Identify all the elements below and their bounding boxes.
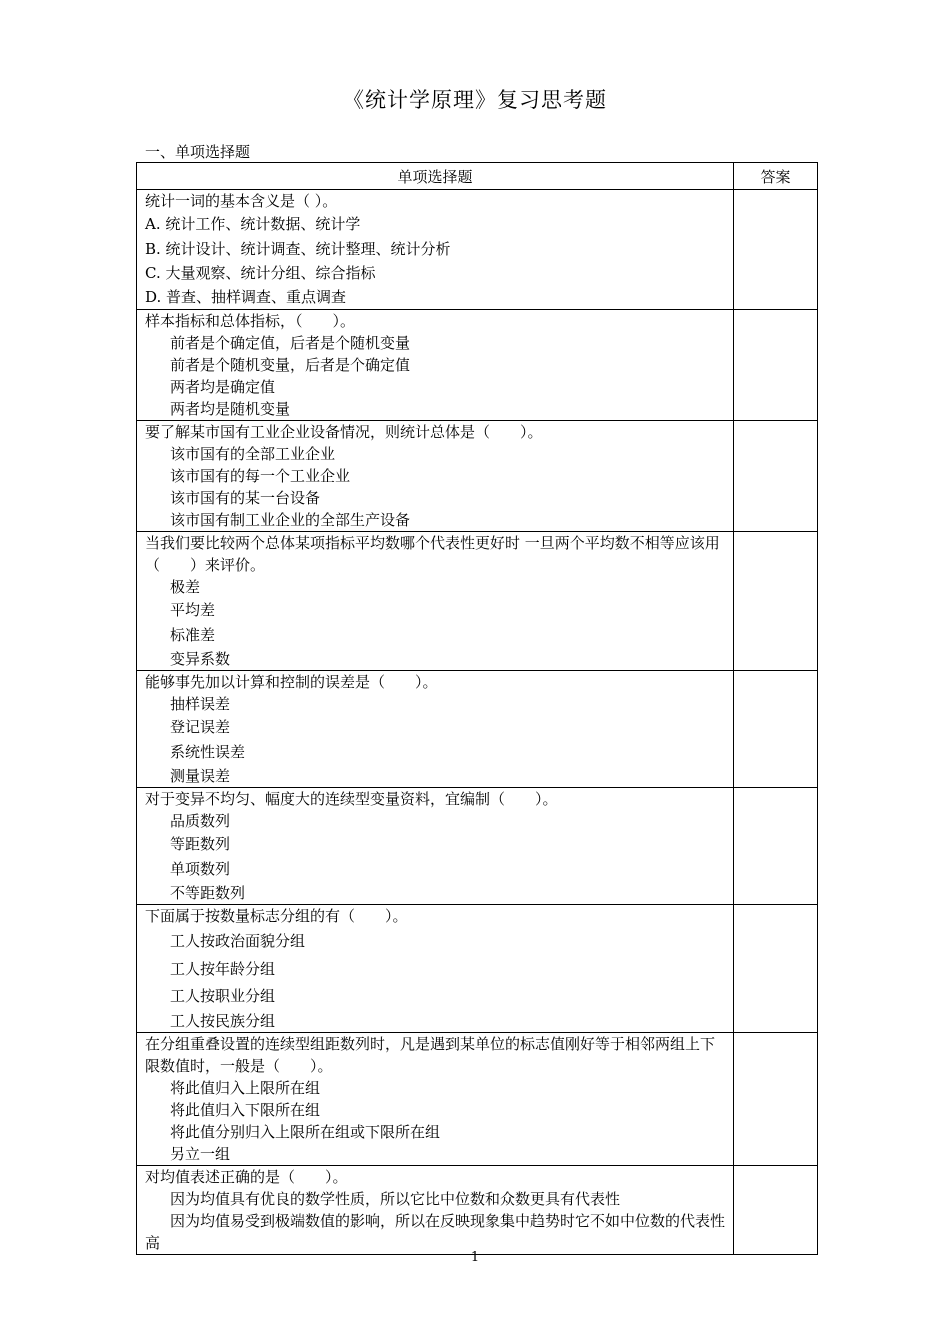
answer-cell[interactable] — [734, 670, 818, 787]
header-question: 单项选择题 — [137, 163, 734, 190]
option: 极差 — [170, 577, 201, 596]
option: 因为均值具有优良的数学性质，所以它比中位数和众数更具有代表性 — [170, 1189, 621, 1208]
option: 平均差 — [170, 600, 216, 619]
option: 工人按民族分组 — [170, 1011, 276, 1030]
question-cell — [137, 309, 734, 420]
answer-cell[interactable] — [734, 1032, 818, 1165]
question-cell — [137, 1165, 734, 1254]
option: 变异系数 — [170, 649, 231, 668]
option: 工人按政治面貌分组 — [170, 931, 306, 950]
answer-cell[interactable] — [734, 420, 818, 531]
option: 该市国有制工业企业的全部生产设备 — [170, 510, 411, 529]
option: 将此值归入上限所在组 — [170, 1078, 321, 1097]
option: 不等距数列 — [170, 883, 246, 902]
question-row — [137, 1032, 818, 1165]
question-row — [137, 787, 818, 904]
option: A. 统计工作、统计数据、统计学 — [145, 215, 361, 233]
option: C. 大量观察、统计分组、综合指标 — [145, 264, 376, 282]
question-cell — [137, 531, 734, 670]
option: 因为均值易受到极端数值的影响，所以在反映现象集中趋势时它不如中位数的代表性高 — [145, 1211, 726, 1252]
answer-cell[interactable] — [734, 1165, 818, 1254]
question-stem: 当我们要比较两个总体某项指标平均数哪个代表性更好时 一旦两个平均数不相等应该用（ ）来评价。 — [145, 533, 720, 574]
question-cell — [137, 190, 734, 310]
answer-cell[interactable] — [734, 309, 818, 420]
question-stem: 下面属于按数量标志分组的有（ ）。 — [145, 906, 408, 925]
option: 将此值归入下限所在组 — [170, 1100, 321, 1119]
question-cell — [137, 787, 734, 904]
question-row — [137, 531, 818, 670]
answer-cell[interactable] — [734, 190, 818, 310]
answer-cell[interactable] — [734, 904, 818, 1032]
question-stem: 在分组重叠设置的连续型组距数列时，凡是遇到某单位的标志值刚好等于相邻两组上下限数值时，一般是（ ）。 — [145, 1034, 716, 1075]
option: 该市国有的某一台设备 — [170, 488, 321, 507]
question-row — [137, 420, 818, 531]
option: 系统性误差 — [170, 742, 246, 761]
question-stem: 要了解某市国有工业企业设备情况，则统计总体是（ ）。 — [145, 422, 543, 441]
option: 该市国有的全部工业企业 — [170, 444, 336, 463]
page-number: 1 — [470, 1250, 480, 1265]
question-cell — [137, 420, 734, 531]
question-cell — [137, 670, 734, 787]
question-row — [137, 904, 818, 1032]
question-cell — [137, 1032, 734, 1165]
question-stem: 统计一词的基本含义是（ ）。 — [145, 192, 338, 210]
option: 单项数列 — [170, 859, 231, 878]
header-answer: 答案 — [734, 163, 818, 190]
question-stem: 能够事先加以计算和控制的误差是（ ）。 — [145, 672, 438, 691]
question-row — [137, 190, 818, 310]
option: 另立一组 — [170, 1144, 231, 1163]
option: 前者是个随机变量，后者是个确定值 — [170, 355, 411, 374]
option: 工人按年龄分组 — [170, 959, 276, 978]
question-stem: 对于变异不均匀、幅度大的连续型变量资料，宜编制（ ）。 — [145, 789, 558, 808]
option: 前者是个确定值，后者是个随机变量 — [170, 333, 411, 352]
question-row — [137, 309, 818, 420]
question-row — [137, 670, 818, 787]
question-stem: 对均值表述正确的是（ ）。 — [145, 1167, 348, 1186]
option: B. 统计设计、统计调查、统计整理、统计分析 — [145, 239, 451, 258]
option: 工人按职业分组 — [170, 986, 276, 1005]
table-header-row — [137, 163, 818, 190]
option: 两者均是确定值 — [170, 377, 276, 396]
option: 将此值分别归入上限所在组或下限所在组 — [170, 1122, 441, 1141]
section-heading: 一、单项选择题 — [145, 143, 251, 161]
option: 该市国有的每一个工业企业 — [170, 466, 351, 485]
question-stem: 样本指标和总体指标，（ ）。 — [145, 311, 356, 330]
option: 抽样误差 — [170, 694, 231, 713]
document-title: 《统计学原理》复习思考题 — [343, 88, 607, 112]
option: 测量误差 — [170, 766, 231, 785]
option: 两者均是随机变量 — [170, 399, 291, 418]
question-row — [137, 1165, 818, 1254]
option: 登记误差 — [170, 717, 231, 736]
option: 标准差 — [170, 625, 216, 644]
question-table — [136, 162, 818, 1255]
answer-cell[interactable] — [734, 787, 818, 904]
option: 等距数列 — [170, 834, 231, 853]
option: 品质数列 — [170, 811, 231, 830]
question-cell — [137, 904, 734, 1032]
option: D. 普查、抽样调查、重点调查 — [145, 287, 347, 306]
answer-cell[interactable] — [734, 531, 818, 670]
